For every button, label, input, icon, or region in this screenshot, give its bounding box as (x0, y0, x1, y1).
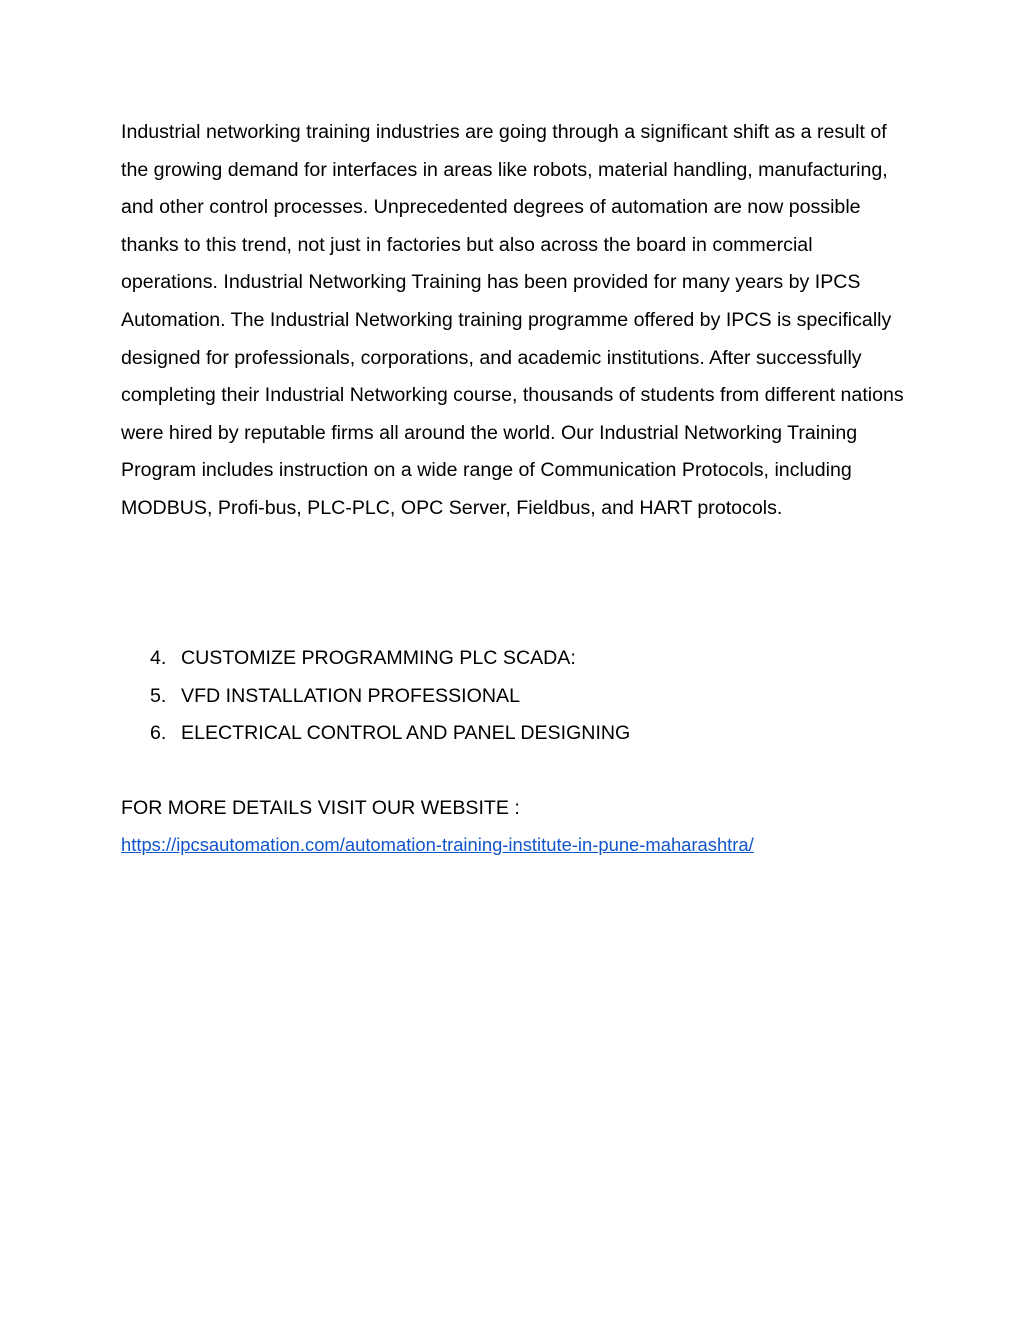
list-item-number: 6. (150, 722, 167, 745)
numbered-list (121, 640, 901, 753)
list-item (121, 640, 901, 678)
list-item-number: 4. (150, 647, 167, 669)
list-item-text: CUSTOMIZE PROGRAMMING PLC SCADA: (181, 647, 576, 669)
list-item-text: VFD INSTALLATION PROFESSIONAL (181, 684, 520, 707)
website-link[interactable]: https://ipcsautomation.com/automation-training-institute-in-pune-maharashtra/ (121, 834, 754, 855)
details-label: FOR MORE DETAILS VISIT OUR WEBSITE : (121, 797, 520, 819)
list-item (121, 715, 901, 753)
list-item-number: 5. (150, 684, 167, 707)
list-item-text: ELECTRICAL CONTROL AND PANEL DESIGNING (181, 722, 631, 745)
body-paragraph: Industrial networking training industries are going through a significant shift as a result of the growing demand for interfaces in areas like robots, material handling, manufacturing, and other control processes. Unprecedented degrees of automation are now possible thanks to this trend, not just in factories but also across the board in commercial operations. Industrial Networking Training has been provided for many years by IPCS Automation. The Industrial Networking training programme offered by IPCS is specifically designed for professionals, corporations, and academic institutions. After successfully completing their Industrial Networking course, thousands of students from different nations were hired by reputable firms all around the world. Our Industrial Networking Training Program includes instruction on a wide range of Communication Protocols, including MODBUS, Profi-bus, PLC-PLC, OPC Server, Fieldbus, and HART protocols. (121, 121, 904, 519)
list-item (121, 678, 901, 716)
